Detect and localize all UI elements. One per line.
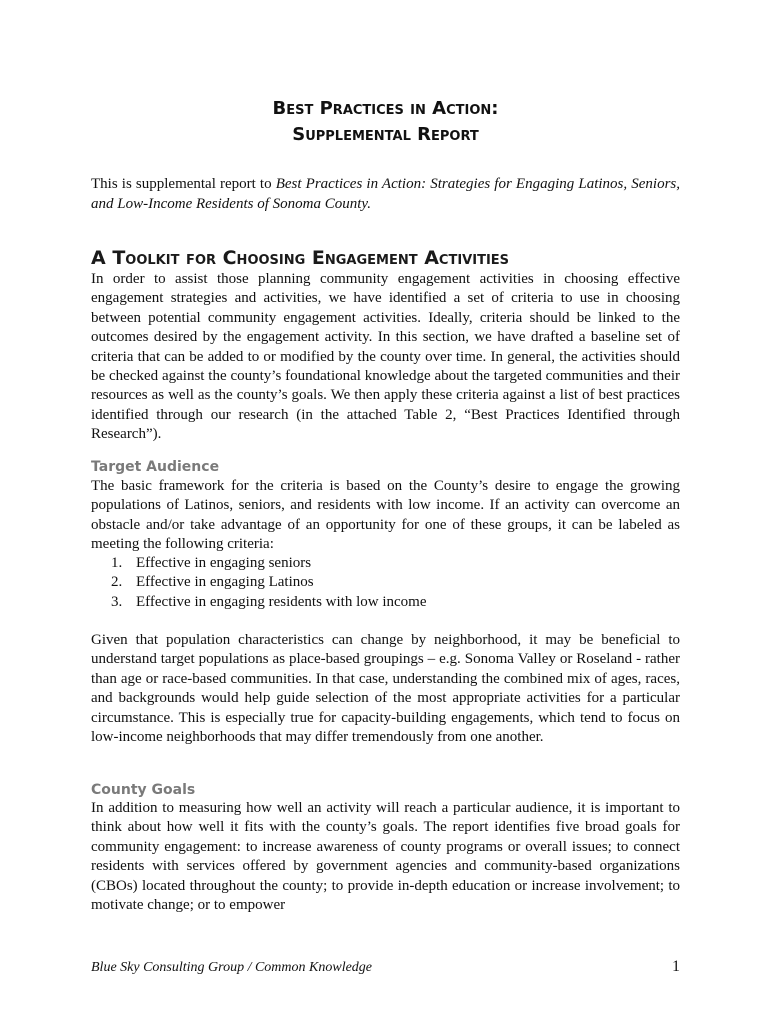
target-audience-paragraph: The basic framework for the criteria is based on the County’s desire to engage the growing populations of Latinos, seniors, and residents with low income. If an activity can overcome an obstacle and/or take advantage of an opportunity for one of these groups, it can be labeled as meeting the following criteria: bbox=[91, 478, 680, 553]
list-item bbox=[111, 554, 671, 573]
page-number: 1 bbox=[672, 958, 680, 975]
title-line-1: Best Practices in Action: bbox=[272, 98, 499, 119]
document-page bbox=[91, 0, 680, 1024]
list-item bbox=[111, 593, 671, 612]
list-item-number: 1. bbox=[111, 555, 123, 571]
subheading-county-goals: County Goals bbox=[91, 782, 196, 798]
title-line-2: Supplemental Report bbox=[292, 124, 479, 145]
toolkit-paragraph: In order to assist those planning community engagement activities in choosing effective engagement strategies and activities, we have identified a set of criteria to use in choosing between potential community engagement activities. Ideally, criteria should be linked to the outcomes desired by the engagement activity. In this section, we have drafted a baseline set of criteria that can be added to or modified by the county over time. In general, the activities should be checked against the county’s foundational knowledge about the targeted communities and their resources as well as the county’s goals. We then apply these criteria against a list of best practices identified through our research (in the attached Table 2, “Best Practices Identified through Research”). bbox=[91, 271, 680, 443]
criteria-list bbox=[111, 554, 671, 612]
document-title bbox=[91, 96, 680, 148]
section-heading-toolkit: A Toolkit for Choosing Engagement Activities bbox=[91, 247, 510, 269]
population-paragraph: Given that population characteristics can change by neighborhood, it may be beneficial to understand target populations as place-based groupings – e.g. Sonoma Valley or Roseland - rather than age or race-based communities. In that case, understanding the combined mix of ages, races, and backgrounds would help guide selection of the most appropriate activities for a particular circumstance. This is especially true for capacity-building engagements, which tend to focus on low-income neighborhoods that may differ tremendously from one another. bbox=[91, 632, 680, 746]
intro-prefix: This is supplemental report to bbox=[91, 176, 276, 192]
list-item-text: Effective in engaging residents with low income bbox=[136, 593, 427, 610]
footer-attribution: Blue Sky Consulting Group / Common Knowledge bbox=[91, 960, 373, 975]
list-item-number: 3. bbox=[111, 593, 123, 610]
list-item-number: 2. bbox=[111, 574, 123, 591]
list-item-text: Effective in engaging Latinos bbox=[136, 574, 314, 591]
subheading-target-audience: Target Audience bbox=[91, 459, 220, 475]
intro-paragraph bbox=[91, 175, 680, 214]
county-goals-paragraph: In addition to measuring how well an activity will reach a particular audience, it is important to think about how well it fits with the county’s goals. The report identifies five broad goals for community engagement: to increase awareness of county programs or overall issues; to connect residents with services offered by government agencies and community-based organizations (CBOs) located throughout the county; to provide in-depth education or increase involvement; to motivate change; or to empower bbox=[91, 800, 680, 914]
intro-report-title: Best Practices in Action: Strategies for Engaging Latinos, Seniors, and Low-Income Residents of Sonoma County. bbox=[91, 176, 680, 212]
list-item bbox=[111, 573, 671, 592]
list-item-text: Effective in engaging seniors bbox=[136, 555, 312, 571]
